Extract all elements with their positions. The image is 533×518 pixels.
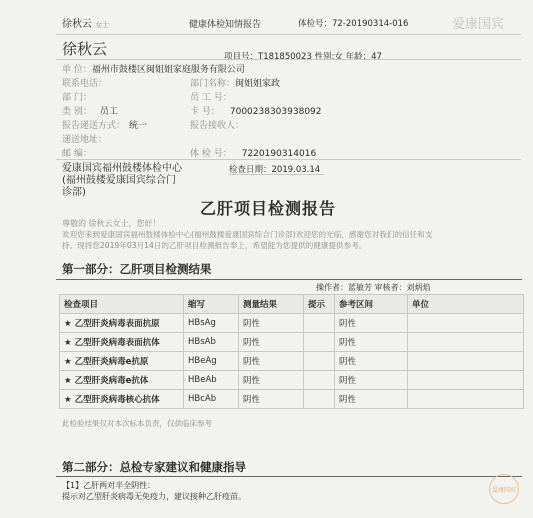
header-divider xyxy=(56,34,521,35)
table-row: ★ 乙型肝炎病毒e抗体 HBeAb 阴性 阴性 xyxy=(60,371,524,390)
table-row: ★ 乙型肝炎病毒e抗原 HBeAg 阴性 阴性 xyxy=(60,352,524,371)
big-name: 徐秋云 xyxy=(62,40,108,58)
part1-title: 第一部分：乙肝项目检测结果 xyxy=(62,262,212,276)
header-name: 徐秋云 女士 xyxy=(62,19,110,30)
label-phone: 联系电话： xyxy=(62,79,108,89)
label-address: 递送地址： xyxy=(62,135,108,145)
intro-line-2: 持。现将您2019年03月14日的乙肝项目检测报告奉上，希望能为您提供的健康提供参考。 xyxy=(62,241,367,250)
doc-title: 健康体检知情报告 xyxy=(189,20,262,30)
exam-date: 检查日期：2019.03.14 xyxy=(229,165,321,175)
part2-title: 第二部分：总检专家建议和健康指导 xyxy=(62,460,246,474)
label-dept-name: 部门名称：闽姐姐家政 xyxy=(190,79,281,89)
row-category: 类 别： 员工 xyxy=(62,107,118,117)
th-result: 测量结果 xyxy=(239,295,304,314)
table-note: 此检验结果仅对本次标本负责，仅供临床参考 xyxy=(62,419,212,428)
row-unit: 单 位：福州市鼓楼区闽姐姐家庭服务有限公司 xyxy=(62,65,245,75)
th-hint: 提示 xyxy=(304,295,335,314)
project-line: 项目号：T181850023 性别:女 年龄：47 xyxy=(224,52,382,62)
label-receiver: 报告接收人： xyxy=(190,121,245,131)
table-row: ★ 乙型肝炎病毒表面抗原 HBsAg 阴性 阴性 xyxy=(60,314,524,333)
row-delivery: 报告递送方式： 统一 xyxy=(62,121,148,131)
greeting: 尊敬的 徐秋云女士，您好！ xyxy=(62,219,161,228)
row-exam-id: 体 检 号： 7220190314016 xyxy=(190,149,317,159)
exam-date-underline xyxy=(229,174,324,175)
report-title: 乙肝项目检测报告 xyxy=(200,199,337,218)
table-row: ★ 乙型肝炎病毒核心抗体 HBcAb 阴性 阴性 xyxy=(60,390,524,409)
label-employee-no: 员 工 号： xyxy=(190,93,232,103)
label-postcode: 邮 编： xyxy=(62,149,92,159)
label-department: 部 门： xyxy=(62,93,92,103)
part1-underline xyxy=(56,279,522,280)
results-table xyxy=(59,294,524,409)
center-name: 爱康国宾福州鼓楼体检中心 (福州鼓楼爱康国宾综合门 诊部) xyxy=(62,163,182,198)
intro-line-1: 欢迎您来到爱康国宾福州鼓楼体检中心(福州鼓楼爱康国宾综合门诊部)欢迎您的光临，感谢您对我们的信任和支 xyxy=(62,230,433,239)
advice-line-2: 提示对乙型肝炎病毒无免疫力，建议接种乙肝疫苗。 xyxy=(62,492,246,501)
part2-underline xyxy=(56,476,522,477)
header-name-suffix: 女士 xyxy=(95,21,110,29)
th-unit: 单位 xyxy=(408,295,524,314)
table-row: ★ 乙型肝炎病毒表面抗体 HBsAb 阴性 阴性 xyxy=(60,333,524,352)
th-ref: 参考区间 xyxy=(335,295,408,314)
profile-divider xyxy=(56,59,521,60)
table-header-row xyxy=(60,295,524,314)
th-item: 检查项目 xyxy=(60,295,184,314)
row-card-no: 卡 号： 7000238303938092 xyxy=(190,107,322,117)
exam-number: 体检号：72-20190314-016 xyxy=(298,19,409,29)
brand-seal-icon: 爱康国宾 xyxy=(489,474,519,504)
advice-line-1: 【1】乙肝两对半全阴性： xyxy=(62,481,156,490)
operators-line: 操作者：蓝敏芳 审核者：刘炳焰 xyxy=(316,283,431,292)
profile-bottom-divider xyxy=(56,159,521,160)
th-abbr: 缩写 xyxy=(184,295,239,314)
brand-logo: 爱康国宾 xyxy=(452,17,505,32)
